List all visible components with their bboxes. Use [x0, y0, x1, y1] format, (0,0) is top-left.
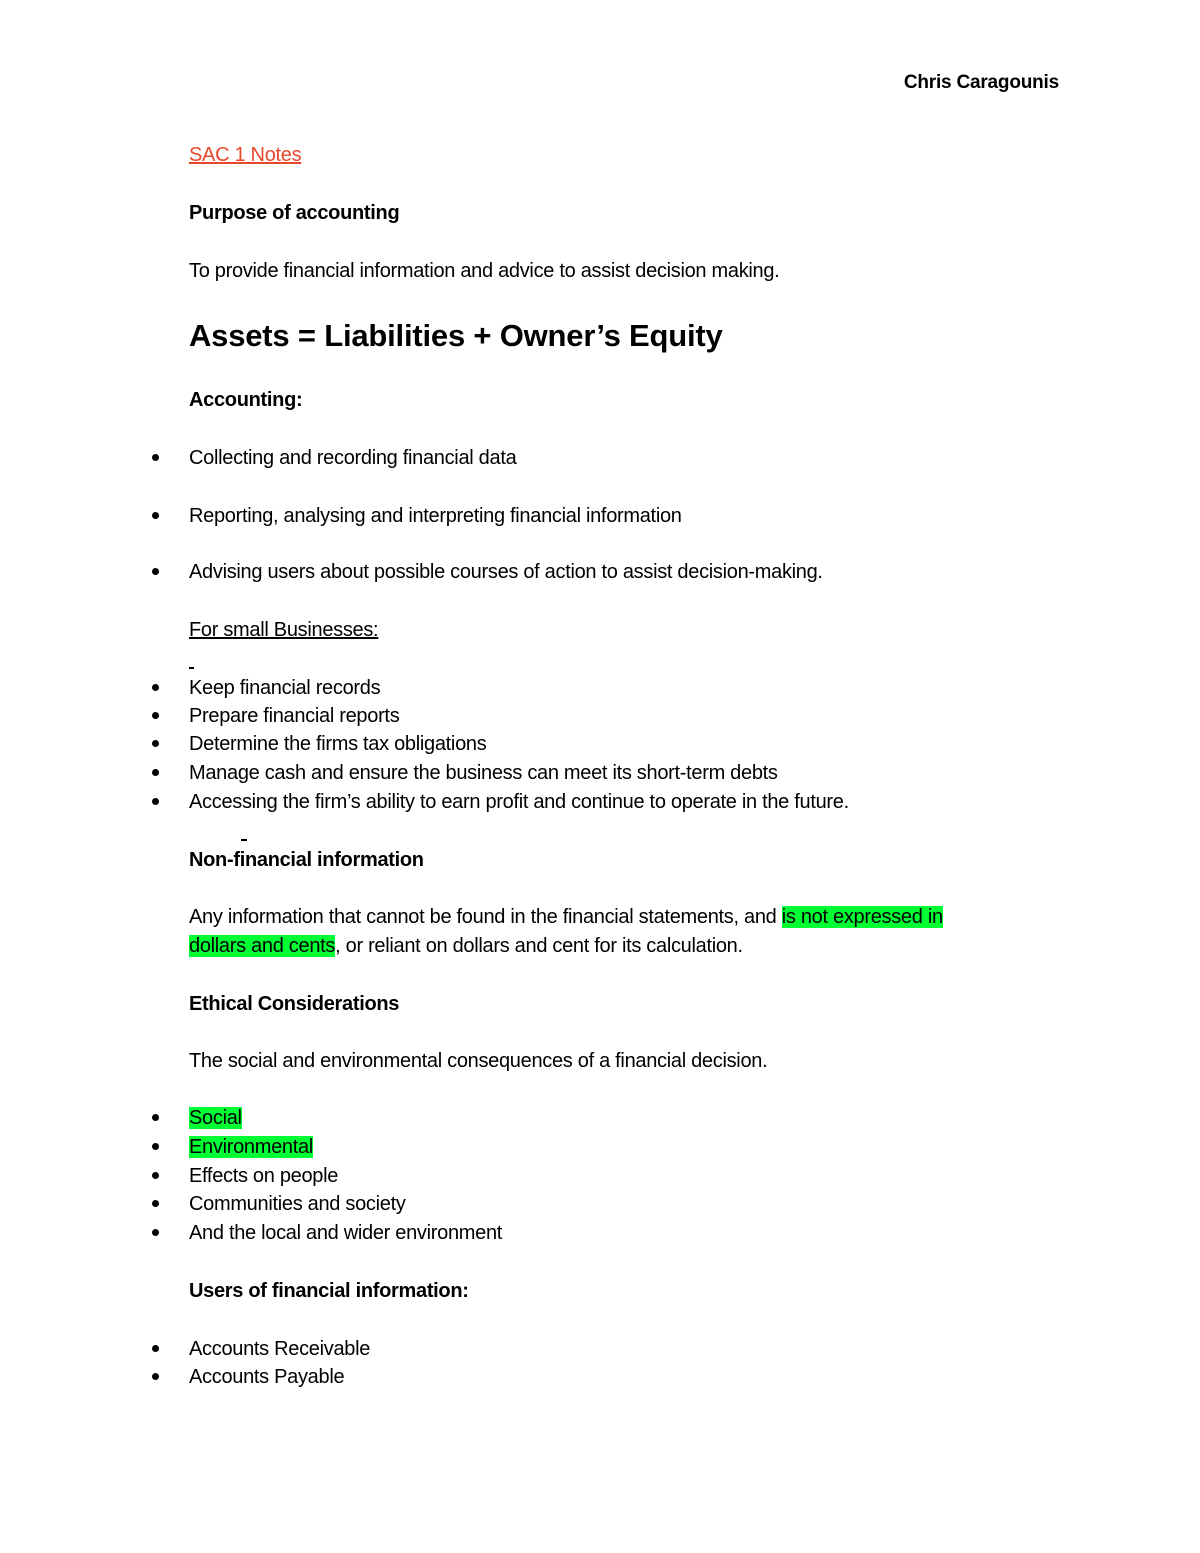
nonfinancial-text-line-2: dollars and cents, or reliant on dollars and cent for its calculation.	[189, 935, 743, 957]
bullet-icon	[152, 512, 159, 519]
purpose-heading: Purpose of accounting	[189, 202, 400, 224]
list-item: Accounts Receivable	[189, 1335, 370, 1364]
nonfinancial-text-line-1: Any information that cannot be found in the financial statements, and is not expressed in	[189, 906, 943, 928]
accounting-equation: Assets = Liabilities + Owner’s Equity	[189, 318, 723, 353]
author-name: Chris Caragounis	[903, 72, 1059, 93]
list-item	[189, 1133, 313, 1162]
bullet-icon	[152, 769, 159, 776]
bullet-icon	[152, 1229, 159, 1236]
bullet-icon	[152, 684, 159, 691]
list-item: Accounts Payable	[189, 1363, 344, 1392]
list-item: Manage cash and ensure the business can meet its short-term debts	[189, 759, 778, 788]
list-item	[189, 1104, 242, 1133]
ethical-text: The social and environmental consequences of a financial decision.	[189, 1050, 768, 1072]
bullet-icon	[152, 1345, 159, 1352]
document-title: SAC 1 Notes	[189, 144, 302, 166]
list-item: Collecting and recording financial data	[189, 444, 516, 473]
highlighted-text: Social	[189, 1107, 242, 1129]
list-item: Advising users about possible courses of action to assist decision-making.	[189, 558, 823, 587]
small-business-heading: For small Businesses:	[189, 619, 379, 641]
bullet-icon	[152, 1200, 159, 1207]
list-item: Reporting, analysing and interpreting financial information	[189, 502, 682, 531]
bullet-icon	[152, 740, 159, 747]
highlighted-text: dollars and cents	[189, 935, 336, 957]
list-item: Effects on people	[189, 1162, 338, 1191]
bullet-icon	[152, 1172, 159, 1179]
nonfinancial-heading: Non-financial information	[189, 849, 424, 871]
bullet-icon	[152, 568, 159, 575]
bullet-icon	[152, 712, 159, 719]
list-item: Prepare financial reports	[189, 702, 399, 731]
list-item: Communities and society	[189, 1190, 406, 1219]
users-heading: Users of financial information:	[189, 1280, 469, 1302]
purpose-text: To provide financial information and advice to assist decision making.	[189, 260, 780, 282]
bullet-icon	[152, 1114, 159, 1121]
ethical-heading: Ethical Considerations	[189, 993, 400, 1015]
dash-mark	[189, 667, 194, 669]
bullet-icon	[152, 798, 159, 805]
list-item: Determine the firms tax obligations	[189, 730, 486, 759]
bullet-icon	[152, 1373, 159, 1380]
list-item: Accessing the firm’s ability to earn profit and continue to operate in the future.	[189, 788, 849, 817]
bullet-icon	[152, 454, 159, 461]
highlighted-text: Environmental	[189, 1136, 313, 1158]
list-item: And the local and wider environment	[189, 1219, 502, 1248]
bullet-icon	[152, 1143, 159, 1150]
accounting-heading: Accounting:	[189, 389, 303, 411]
dash-mark	[241, 839, 247, 841]
highlighted-text: is not expressed in	[781, 906, 943, 928]
list-item: Keep financial records	[189, 674, 380, 703]
